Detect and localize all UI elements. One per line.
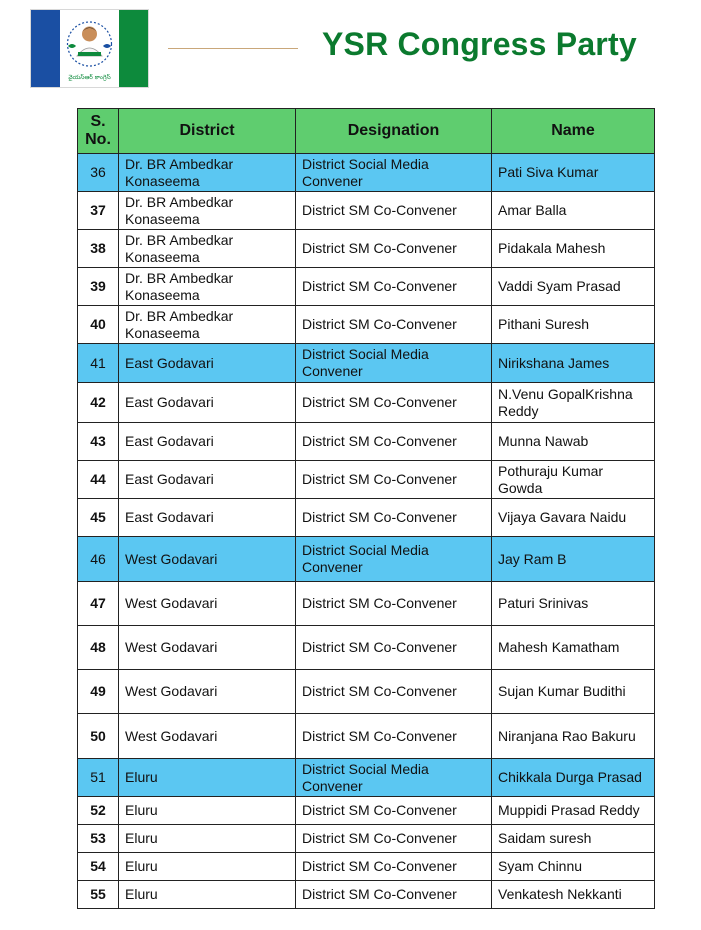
table-row	[78, 626, 655, 670]
table-row	[78, 383, 655, 423]
party-title: YSR Congress Party	[322, 26, 637, 62]
table-row	[78, 268, 655, 306]
cell-district: Dr. BR Ambedkar Konaseema	[119, 306, 296, 344]
cell-district: Eluru	[119, 797, 296, 825]
cell-name: Mahesh Kamatham	[492, 626, 655, 670]
cell-sno: 42	[78, 383, 119, 423]
table-row	[78, 670, 655, 714]
cell-sno: 39	[78, 268, 119, 306]
cell-designation: District SM Co-Convener	[296, 423, 492, 461]
cell-sno: 55	[78, 881, 119, 909]
logo-caption: వైయస్ఆర్ కాంగ్రెస్	[68, 74, 111, 81]
cell-name: Saidam suresh	[492, 825, 655, 853]
cell-name: Syam Chinnu	[492, 853, 655, 881]
cell-sno: 40	[78, 306, 119, 344]
table-row	[78, 853, 655, 881]
cell-district: Dr. BR Ambedkar Konaseema	[119, 230, 296, 268]
cell-name: Sujan Kumar Budithi	[492, 670, 655, 714]
cell-sno: 53	[78, 825, 119, 853]
cell-sno: 51	[78, 759, 119, 797]
cell-district: Eluru	[119, 825, 296, 853]
cell-name: N.Venu GopalKrishna Reddy	[492, 383, 655, 423]
cell-sno: 49	[78, 670, 119, 714]
column-header-name: Name	[492, 109, 655, 154]
cell-designation: District SM Co-Convener	[296, 268, 492, 306]
cell-district: West Godavari	[119, 582, 296, 626]
table-row	[78, 230, 655, 268]
table-row	[78, 344, 655, 383]
cell-sno: 48	[78, 626, 119, 670]
column-header-designation: Designation	[296, 109, 492, 154]
cell-name: Pothuraju Kumar Gowda	[492, 461, 655, 499]
cell-sno: 50	[78, 714, 119, 759]
cell-sno: 45	[78, 499, 119, 537]
flag-blue-band	[31, 10, 60, 87]
cell-name: Vijaya Gavara Naidu	[492, 499, 655, 537]
table-row	[78, 499, 655, 537]
cell-name: Pati Siva Kumar	[492, 154, 655, 192]
cell-name: Paturi Srinivas	[492, 582, 655, 626]
cell-name: Niranjana Rao Bakuru	[492, 714, 655, 759]
cell-sno: 38	[78, 230, 119, 268]
cell-designation: District SM Co-Convener	[296, 853, 492, 881]
cell-sno: 47	[78, 582, 119, 626]
table-row	[78, 306, 655, 344]
header-divider-line	[168, 48, 298, 49]
cell-district: Dr. BR Ambedkar Konaseema	[119, 192, 296, 230]
cell-designation: District SM Co-Convener	[296, 670, 492, 714]
cell-district: West Godavari	[119, 537, 296, 582]
cell-name: Munna Nawab	[492, 423, 655, 461]
cell-district: East Godavari	[119, 499, 296, 537]
cell-district: Dr. BR Ambedkar Konaseema	[119, 154, 296, 192]
cell-designation: District SM Co-Convener	[296, 192, 492, 230]
cell-district: East Godavari	[119, 383, 296, 423]
cell-sno: 54	[78, 853, 119, 881]
table-row	[78, 714, 655, 759]
column-header-sno: S. No.	[78, 109, 119, 154]
cell-designation: District SM Co-Convener	[296, 714, 492, 759]
cell-name: Pidakala Mahesh	[492, 230, 655, 268]
cell-sno: 37	[78, 192, 119, 230]
leader-portrait-icon	[60, 10, 119, 87]
cell-district: East Godavari	[119, 344, 296, 383]
cell-designation: District SM Co-Convener	[296, 797, 492, 825]
cell-district: East Godavari	[119, 461, 296, 499]
cell-district: Eluru	[119, 853, 296, 881]
cell-district: West Godavari	[119, 714, 296, 759]
table-row	[78, 461, 655, 499]
cell-designation: District SM Co-Convener	[296, 230, 492, 268]
table-row	[78, 154, 655, 192]
column-header-district: District	[119, 109, 296, 154]
cell-district: Eluru	[119, 881, 296, 909]
cell-name: Jay Ram B	[492, 537, 655, 582]
cell-designation: District Social Media Convener	[296, 154, 492, 192]
cell-sno: 36	[78, 154, 119, 192]
cell-designation: District Social Media Convener	[296, 537, 492, 582]
cell-designation: District Social Media Convener	[296, 344, 492, 383]
cell-district: Dr. BR Ambedkar Konaseema	[119, 268, 296, 306]
table-row	[78, 423, 655, 461]
cell-sno: 43	[78, 423, 119, 461]
cell-name: Venkatesh Nekkanti	[492, 881, 655, 909]
cell-designation: District SM Co-Convener	[296, 825, 492, 853]
cell-designation: District SM Co-Convener	[296, 626, 492, 670]
flag-green-band	[119, 10, 148, 87]
flag-white-band	[60, 10, 119, 87]
cell-designation: District SM Co-Convener	[296, 461, 492, 499]
party-flag-logo	[31, 10, 148, 87]
table-row	[78, 537, 655, 582]
cell-designation: District SM Co-Convener	[296, 499, 492, 537]
table-header-row	[78, 109, 655, 154]
table-row	[78, 192, 655, 230]
cell-sno: 41	[78, 344, 119, 383]
table-row	[78, 825, 655, 853]
table-row	[78, 582, 655, 626]
cell-name: Vaddi Syam Prasad	[492, 268, 655, 306]
cell-district: Eluru	[119, 759, 296, 797]
cell-sno: 44	[78, 461, 119, 499]
committee-table	[77, 108, 655, 909]
cell-name: Nirikshana James	[492, 344, 655, 383]
cell-name: Pithani Suresh	[492, 306, 655, 344]
cell-designation: District SM Co-Convener	[296, 383, 492, 423]
cell-designation: District SM Co-Convener	[296, 881, 492, 909]
cell-name: Amar Balla	[492, 192, 655, 230]
table-row	[78, 759, 655, 797]
cell-district: East Godavari	[119, 423, 296, 461]
table-row	[78, 881, 655, 909]
cell-district: West Godavari	[119, 626, 296, 670]
cell-designation: District SM Co-Convener	[296, 306, 492, 344]
cell-designation: District SM Co-Convener	[296, 582, 492, 626]
cell-sno: 46	[78, 537, 119, 582]
table-row	[78, 797, 655, 825]
cell-name: Muppidi Prasad Reddy	[492, 797, 655, 825]
cell-designation: District Social Media Convener	[296, 759, 492, 797]
cell-sno: 52	[78, 797, 119, 825]
cell-name: Chikkala Durga Prasad	[492, 759, 655, 797]
cell-district: West Godavari	[119, 670, 296, 714]
